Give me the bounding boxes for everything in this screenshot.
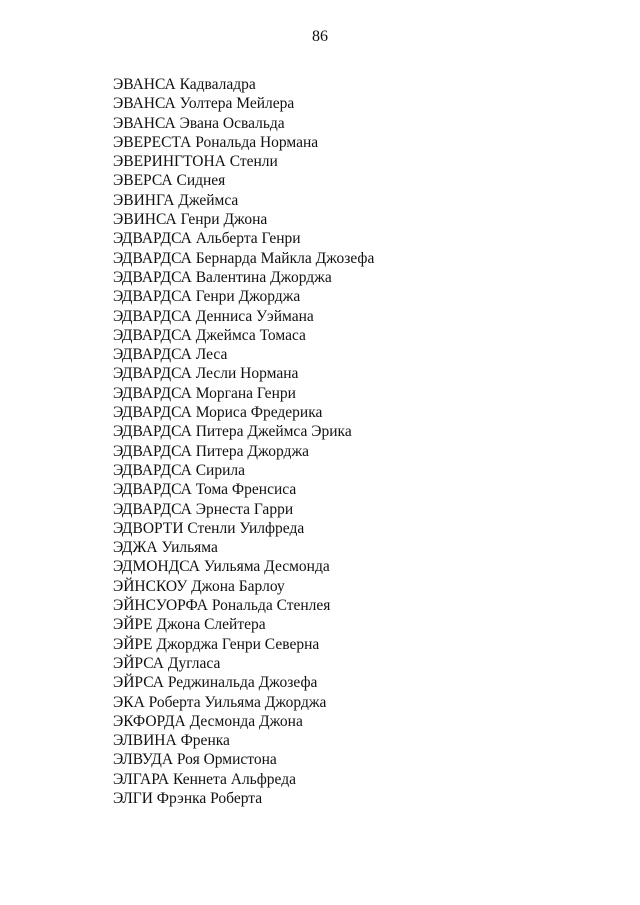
list-item: ЭЛВУДА Роя Ормистона [113,751,277,769]
list-item: ЭЙНСУОРФА Рональда Стенлея [113,597,331,615]
list-item: ЭКФОРДА Десмонда Джона [113,712,303,730]
list-item: ЭЙРЕ Джона Слейтера [113,616,266,634]
list-item: ЭВИНГА Джеймса [113,191,239,209]
list-item: ЭЙРСА Дугласа [113,654,221,672]
list-item: ЭВЕРЕСТА Рональда Нормана [113,133,319,151]
list-item: ЭДВАРДСА Валентина Джорджа [113,268,332,286]
page-number: 86 [312,28,328,45]
list-item: ЭВЕРИНГТОНА Стенли [113,153,278,171]
list-item: ЭВАНСА Эвана Освальда [113,114,285,132]
list-item: ЭДВАРДСА Альберта Генри [113,230,301,248]
list-item: ЭЛГИ Фрэнка Роберта [113,789,263,807]
list-item: ЭДВАРДСА Мориса Фредерика [113,404,323,422]
list-item: ЭДВАРДСА Денниса Уэймана [113,307,314,325]
list-item: ЭЛВИНА Френка [113,732,230,750]
list-item: ЭЙРЕ Джорджа Генри Северна [113,635,320,653]
list-item: ЭДВАРДСА Джеймса Томаса [113,326,306,344]
list-item: ЭЙРСА Реджинальда Джозефа [113,674,318,692]
list-item: ЭВАНСА Уолтера Мейлера [113,95,295,113]
list-item: ЭЙНСКОУ Джона Барлоу [113,577,285,595]
list-item: ЭВАНСА Кадваладра [113,76,256,93]
list-item: ЭДВАРДСА Бернарда Майкла Джозефа [113,249,375,267]
list-item: ЭКА Роберта Уильяма Джорджа [113,693,327,711]
list-item: ЭДВАРДСА Сирила [113,461,246,479]
list-item: ЭДВАРДСА Питера Джеймса Эрика [113,423,352,441]
list-item: ЭДВОРТИ Стенли Уилфреда [113,519,305,537]
list-item: ЭДЖА Уильяма [113,539,218,557]
list-item: ЭВИНСА Генри Джона [113,211,268,229]
list-item: ЭДВАРДСА Лесли Нормана [113,365,299,383]
list-item: ЭДВАРДСА Генри Джорджа [113,288,301,306]
list-item: ЭЛГАРА Кеннета Альфреда [113,770,296,788]
list-item: ЭДВАРДСА Моргана Генри [113,384,296,402]
list-item: ЭДМОНДСА Уильяма Десмонда [113,558,330,576]
list-item: ЭДВАРДСА Леса [113,346,228,364]
list-item: ЭДВАРДСА Питера Джорджа [113,442,310,460]
list-item: ЭДВАРДСА Тома Френсиса [113,481,297,499]
list-item: ЭДВАРДСА Эрнеста Гарри [113,500,294,518]
name-list [113,75,374,808]
list-item: ЭВЕРСА Сиднея [113,172,226,190]
